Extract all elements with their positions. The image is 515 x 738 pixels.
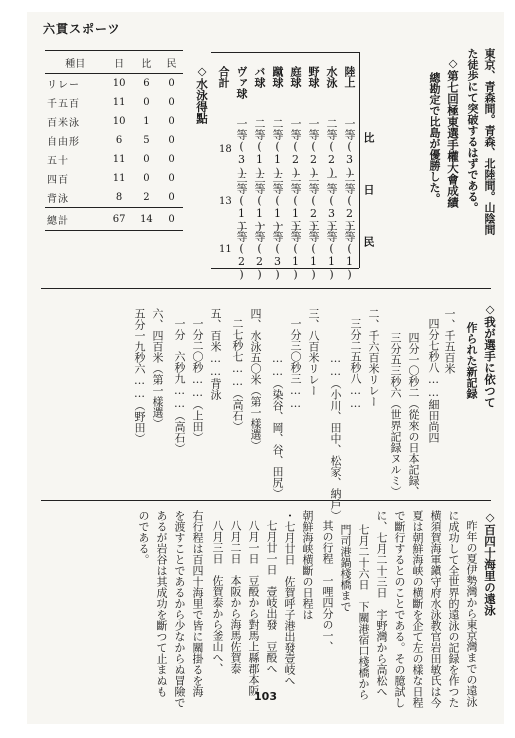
table-cell: 五十 [47,156,69,167]
total-cell: 11 [219,244,232,255]
table-cell: 0 [168,97,175,108]
record-line: 三分五三秒六（世界記録ヌルミ） [389,332,402,497]
sea-swim-line: に成功して全世界的遠泳の記録を作つた [447,510,460,708]
column-header: 日 [362,184,375,195]
event-label: ヴァ球 [235,66,248,99]
table-cell: 10 [112,78,126,89]
table-cell: 0 [143,173,150,184]
table-cell: 背泳 [47,194,69,205]
record-line: 四分七秒八……細田尚四 [427,318,440,443]
swim-points-title: ◇水泳得點 [195,64,209,124]
table-cell: 10 [112,116,126,127]
table-cell: 6 [143,78,150,89]
page-number: 103 [254,690,277,703]
table-header-cell: 比 [133,51,160,74]
sea-swim-line: 其の行程 一哩四分の一、 [321,520,334,652]
table-cell: 百米泳 [47,118,80,129]
table-total-row [45,208,183,231]
score-cell: 三等(1) [289,220,302,281]
event-label: 水泳 [325,66,338,88]
intro-line: た徒歩にて突破するはずである。 [466,48,479,213]
score-cell: 一等(2) [307,118,320,179]
intro-line: 東京、青森間。青森、北陸間。山陰間 [483,48,496,235]
record-table [45,50,183,231]
score-cell: 一等(3) [271,220,284,281]
record-line: 三、八百米リレー [307,308,320,396]
table-cell: 0 [168,135,175,146]
table-cell: 0 [160,208,183,231]
table-row [45,74,183,94]
record-line: 一、千五百米 [443,308,456,374]
score-cell: 二等(2) [343,172,356,233]
table-row [45,131,183,150]
sea-swim-line: 朝鮮海峡横斷の日程は [301,510,314,620]
table-header-row [45,51,183,74]
score-cell: 三等(1) [307,220,320,281]
column-header: 民 [362,236,375,247]
sea-swim-line: に、七月二十三日 宇野灣から高松へ [375,510,388,697]
sea-swim-line: 八月一日 豆酘から對馬上縣郡本阪 [247,520,260,696]
table-cell: 總計 [45,208,105,231]
score-cell: 三等(1) [325,220,338,281]
record-line: 五、百米……背泳 [209,308,222,400]
sea-swim-line: あるが岩谷は其成功を斷つて止まぬも [155,510,168,697]
score-cell: 一等(3) [325,172,338,233]
page [27,12,504,724]
record-line: 四、水泳五〇米（第一樣選） [249,308,262,451]
score-cell: 一等(3) [343,118,356,179]
record-line: 一分三〇秒三…… [289,318,302,410]
total-cell: 13 [219,196,232,207]
sea-swim-line: 夏は朝鮮海峡の横斷を企て左の樣な日程 [411,510,424,708]
table-cell: 0 [168,116,175,127]
table-cell: 自由形 [47,137,80,148]
score-cell: 二等(1) [253,118,266,179]
table-cell: 11 [112,154,126,165]
record-line: 五分一九秒六……（野田） [133,308,146,444]
table-row [45,112,183,131]
table-header-cell: 種目 [45,51,105,74]
table-cell: 1 [143,116,150,127]
table-cell: 8 [115,192,123,203]
table-cell: 67 [105,208,132,231]
divider [211,52,359,53]
column-header: 比 [362,132,375,143]
sea-swim-line: 八月二日 本阪から海馬佐賀泰 [229,520,242,674]
table-header-cell: 民 [160,51,183,74]
table-cell: 0 [143,154,150,165]
table-cell: 2 [143,192,150,203]
page-header: 六貫スポーツ [43,22,121,36]
score-cell: 二等(1) [289,172,302,233]
score-cell: 二等(2) [235,220,248,281]
record-line: 六、四百米（第一樣選） [151,308,164,429]
total-cell: 18 [219,144,232,155]
table-row [45,188,183,208]
records-section-title: ◇我が選手に依つて [483,302,497,408]
section-divider [41,500,491,501]
sea-swim-line: 右行程は百四十海里で皆に關掛るを海 [191,510,204,697]
section-title: ◇第七回極東選手權大會成績 [446,56,460,208]
score-cell: 二等(2) [307,172,320,233]
sea-swim-line: 横須賀海軍鎭守府水泳教官岩田敏氏は今 [429,510,442,708]
record-line: 三分二五秒八…… [349,318,362,410]
records-subtitle: 作られた新記録 [465,322,478,399]
score-cell: 三等(1) [271,172,284,233]
table-header-cell: 日 [105,51,132,74]
sea-swim-line: を渡すことであるから少なからぬ冒險で [173,510,186,708]
event-label: 陸上 [343,66,356,88]
record-line: 四分一〇秒二（從來の日本記録、 [407,332,420,497]
score-cell: 三等(1) [235,172,248,233]
record-line: ……（小川、田中、松家、納戶） [329,352,342,521]
record-line: ……（染谷、岡、谷、田尻） [271,352,284,499]
table-cell: 千五百 [47,99,80,110]
sea-swim-line: 七月廿一日 壹岐出發 豆酘へ [265,520,278,674]
score-cell: 三等(1) [253,172,266,233]
table-cell: 0 [168,173,175,184]
record-line: 二、千六百米リレー [367,308,380,407]
event-label: 合計 [217,66,230,88]
sea-swim-line: のである。 [137,510,150,565]
event-label: 蹴球 [271,66,284,88]
sea-swim-line: 昨年の夏伊勢灣から東京灣までの遠泳 [465,520,478,707]
table-cell: 11 [112,173,126,184]
table-cell: リレー [47,80,80,91]
table-cell: 0 [143,97,150,108]
sea-swim-line: 門司港鍋棧橋まで [339,524,352,612]
divider [359,52,360,268]
sea-swim-line: 七月二十六日 下關港宿口棧橋から [357,524,370,700]
table-row [45,169,183,188]
event-label: バ球 [253,66,266,88]
score-cell: 三等(1) [343,220,356,281]
event-label: 野球 [307,66,320,88]
table-cell: 5 [143,135,150,146]
score-cell: 一等(3) [235,118,248,179]
sea-swim-line: で斷行するとのことである。その臆試し [393,510,406,708]
table-row [45,150,183,169]
table-cell: 0 [168,78,175,89]
record-line: 二七秒七……（高石） [231,318,244,432]
score-cell: 一等(2) [289,118,302,179]
score-cell: 二等(1) [271,118,284,179]
record-line: 一分 六秒九……（高石） [173,318,186,454]
record-line: 一分二〇秒……（上田） [191,318,204,443]
sea-swim-line: ・七月廿日 佐賀呼子港出發壹岐へ [283,510,296,686]
table-cell: 0 [168,154,175,165]
sea-swim-line: 八月三日 佐賀泰から釜山へ、 [211,520,224,674]
table-cell: 6 [115,135,123,146]
table-row [45,93,183,112]
sea-swim-section-title: ◇百四十海里の遠泳 [483,510,497,616]
score-cell: 二等(2) [325,118,338,179]
table-cell: 14 [133,208,160,231]
table-cell: 11 [112,97,126,108]
section-text: 總勘定で比島が優勝した。 [428,72,441,204]
table-cell: 四百 [47,175,69,186]
score-cell: 一等(2) [253,220,266,281]
section-divider [41,288,491,289]
table-cell: 0 [168,192,175,203]
event-label: 庭球 [289,66,302,88]
